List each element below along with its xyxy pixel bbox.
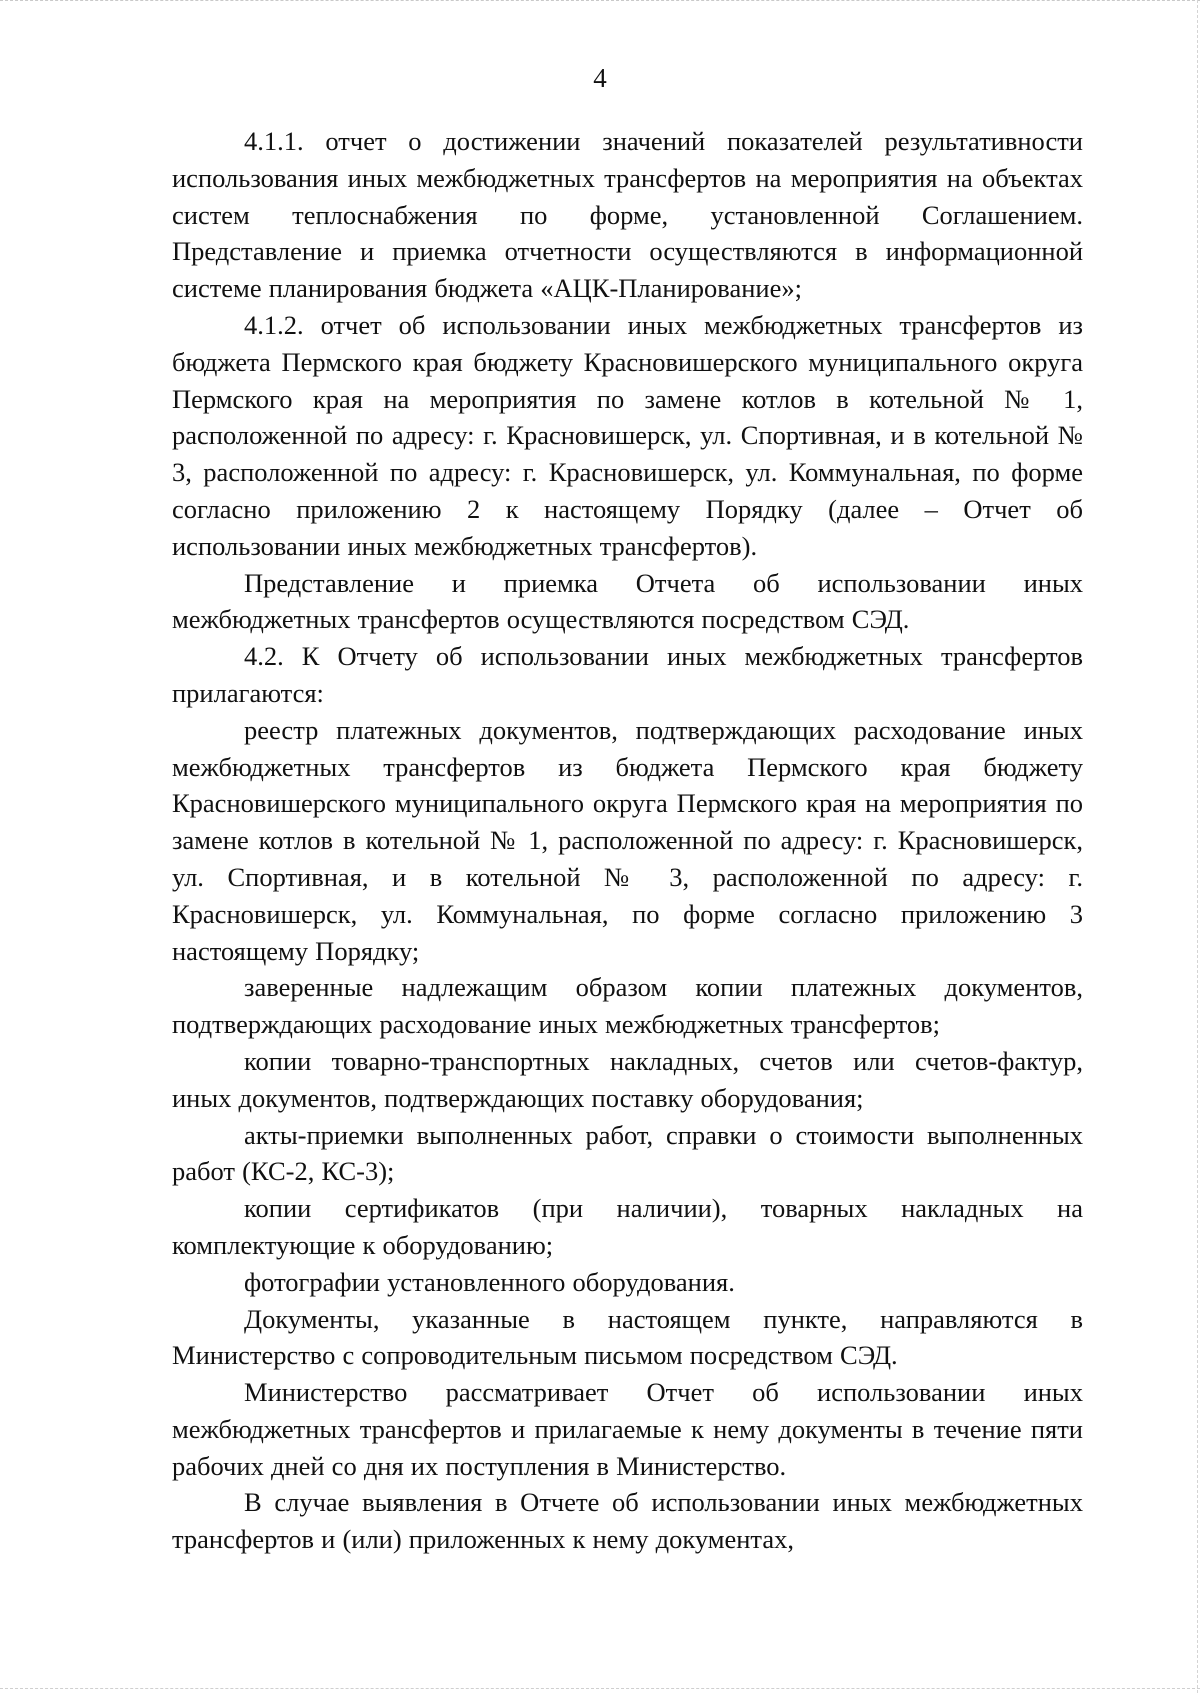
list-item-payment-copies: заверенные надлежащим образом копии платежных документов, подтверждающих расходование иных межбюджетных трансфертов;	[172, 972, 1083, 1040]
scan-edge-top	[0, 0, 1200, 3]
list-item-certificate-copies: копии сертификатов (при наличии), товарных накладных на комплектующие к оборудованию;	[172, 1193, 1083, 1260]
paragraph-4-1-1: 4.1.1. отчет о достижении значений показателей результативности использования иных межбюджетных трансфертов на мероприятия на объектах систем теплоснабжения по форме, установленной Соглашением. Представление и приемка отчетности осуществляются в информационной системе планирования бюджета «АЦК-Планирование»;	[172, 126, 1083, 304]
scan-edge-right	[1195, 0, 1198, 1693]
list-item-equipment-photos: фотографии установленного оборудования.	[244, 1266, 735, 1297]
list-item-payment-register: реестр платежных документов, подтверждающих расходование иных межбюджетных трансфертов из бюджета Пермского края бюджету Красновишерского муниципального округа Пермского края на мероприятия по замене котлов в котельной № 1, расположенной по адресу: г. Красновишерск, ул. Спортивная, и в котельной № 3, расположенной по адресу: г. Красновишерск, ул. Коммунальная, по форме согласно приложению 3 настоящему Порядку;	[172, 714, 1083, 966]
paragraph-report-submission: Представление и приемка Отчета об использовании иных межбюджетных трансфертов осуществляются посредством СЭД.	[172, 567, 1083, 635]
paragraph-4-2: 4.2. К Отчету об использовании иных межбюджетных трансфертов прилагаются:	[172, 641, 1083, 708]
page-number: 4	[593, 63, 607, 93]
list-item-waybill-copies: копии товарно-транспортных накладных, счетов или счетов-фактур, иных документов, подтверждающих поставку оборудования;	[172, 1045, 1083, 1113]
list-item-acceptance-acts: акты-приемки выполненных работ, справки о стоимости выполненных работ (КС-2, КС-3);	[172, 1119, 1083, 1187]
document-body	[172, 123, 1083, 1558]
paragraph-discrepancies: В случае выявления в Отчете об использовании иных межбюджетных трансфертов и (или) приложенных к нему документах,	[172, 1487, 1083, 1555]
paragraph-documents-sent: Документы, указанные в настоящем пункте, направляются в Министерство с сопроводительным письмом посредством СЭД.	[172, 1303, 1083, 1371]
paragraph-ministry-review: Министерство рассматривает Отчет об использовании иных межбюджетных трансфертов и прилагаемые к нему документы в течение пяти рабочих дней со дня их поступления в Министерство.	[172, 1377, 1083, 1481]
paragraph-4-1-2: 4.1.2. отчет об использовании иных межбюджетных трансфертов из бюджета Пермского края бюджету Красновишерского муниципального округа Пермского края на мероприятия по замене котлов в котельной № 1, расположенной по адресу: г. Красновишерск, ул. Спортивная, и в котельной № 3, расположенной по адресу: г. Красновишерск, ул. Коммунальная, по форме согласно приложению 2 к настоящему Порядку (далее – Отчет об использовании иных межбюджетных трансфертов).	[172, 309, 1083, 561]
scan-edge-bottom	[0, 1686, 1200, 1689]
